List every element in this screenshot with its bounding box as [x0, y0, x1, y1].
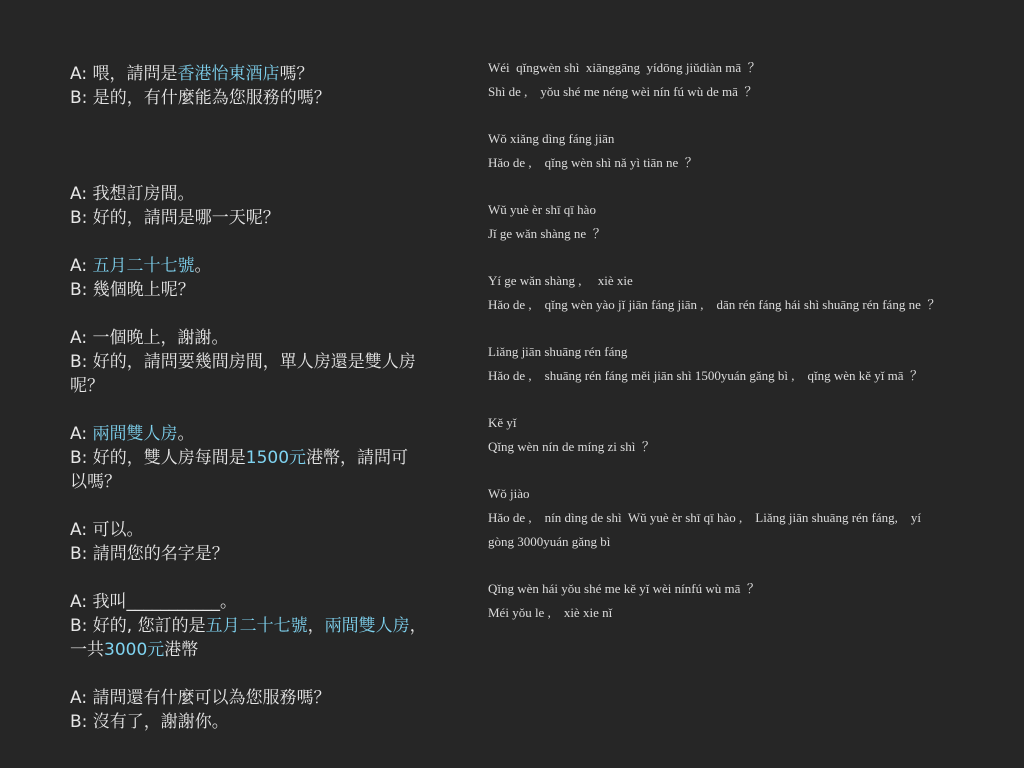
- pinyin-transcription: [488, 56, 1018, 625]
- chinese-dialogue: [70, 62, 480, 734]
- pinyin-line: Kě yǐ: [488, 415, 517, 430]
- pinyin-line: Shì de , yǒu shé me néng wèi nín fú wù de mā ？: [488, 84, 758, 99]
- highlight-room-type: 兩間雙人房: [324, 616, 410, 636]
- dialogue-line: [70, 62, 480, 86]
- dialogue-line: [70, 638, 480, 662]
- speaker-text: 港幣: [164, 640, 199, 660]
- dialogue-line: B: 好的，請問要幾間房間，單人房還是雙人房: [70, 352, 416, 372]
- highlight-price: 3000元: [104, 640, 165, 660]
- speaker-text: 一共: [70, 640, 104, 660]
- dialogue-line: [70, 614, 480, 638]
- pinyin-line: Jǐ ge wǎn shàng ne ？: [488, 226, 606, 241]
- highlight-hotel-name: 香港怡東酒店: [177, 64, 280, 84]
- dialogue-line: [70, 422, 480, 446]
- pinyin-line: Hǎo de , qǐng wèn yào jǐ jiān fáng jiān , dān rén fáng hái shì shuāng rén fáng ne ？: [488, 297, 941, 312]
- speaker-text: B: 好的, 您訂的是: [70, 616, 206, 636]
- speaker-text: B: 好的，雙人房每間是: [70, 448, 246, 468]
- pinyin-line: Liǎng jiān shuāng rén fáng: [488, 344, 628, 359]
- pinyin-line: Wǒ jiào: [488, 486, 530, 501]
- dialogue-line: A: 我想訂房間。: [70, 184, 195, 204]
- dialogue-line: B: 幾個晚上呢？: [70, 280, 195, 300]
- dialogue-line: A: 一個晚上，謝謝。: [70, 328, 229, 348]
- speaker-text: ，: [307, 616, 325, 636]
- speaker-text: A: 喂，請問是: [70, 64, 178, 84]
- pinyin-line: Yí ge wǎn shàng , xiè xie: [488, 273, 633, 288]
- dialogue-line: A: 請問還有什麼可以為您服務嗎？: [70, 688, 331, 708]
- pinyin-line: Qǐng wèn hái yǒu shé me kě yǐ wèi nínfú wù mā ？: [488, 581, 760, 596]
- dialogue-line: 呢？: [70, 376, 104, 396]
- highlight-price: 1500元: [245, 448, 307, 468]
- dialogue-line: A: 我叫___________。: [70, 592, 237, 612]
- pinyin-line: Hǎo de , shuāng rén fáng měi jiān shì 1500yuán gǎng bì , qǐng wèn kě yǐ mā ？: [488, 368, 924, 383]
- highlight-date: 五月二十七號: [205, 616, 308, 636]
- highlight-date: 五月二十七號: [92, 256, 195, 276]
- pinyin-line: Wǔ yuè èr shī qī hào: [488, 202, 596, 217]
- pinyin-line: gòng 3000yuán gǎng bì: [488, 534, 611, 549]
- speaker-text: 。: [194, 256, 212, 276]
- dialogue-line: [70, 446, 480, 470]
- dialogue-line: B: 好的，請問是哪一天呢？: [70, 208, 280, 228]
- pinyin-line: Hǎo de , nín dìng de shì Wǔ yuè èr shī qī hào , Liǎng jiān shuāng rén fáng, yí: [488, 510, 922, 525]
- pinyin-line: Wéi qǐngwèn shì xiānggāng yídōng jiǔdiàn mā ？: [488, 60, 761, 75]
- speaker-text: 港幣，請問可: [306, 448, 409, 468]
- highlight-room-type: 兩間雙人房: [92, 424, 178, 444]
- pinyin-line: Méi yǒu le , xiè xie nǐ: [488, 605, 613, 620]
- speaker-text: ，: [409, 616, 427, 636]
- speaker-text: A:: [70, 256, 93, 276]
- speaker-text: A:: [70, 424, 93, 444]
- speaker-text: 。: [177, 424, 195, 444]
- dialogue-line: B: 請問您的名字是？: [70, 544, 229, 564]
- pinyin-line: Qǐng wèn nín de míng zi shì ？: [488, 439, 655, 454]
- dialogue-line: [70, 254, 480, 278]
- dialogue-line: 以嗎？: [70, 472, 121, 492]
- dialogue-line: B: 沒有了，謝謝你。: [70, 712, 229, 732]
- speaker-text: 嗎？: [279, 64, 314, 84]
- pinyin-line: Wǒ xiǎng dìng fáng jiān: [488, 131, 615, 146]
- dialogue-line: B: 是的，有什麼能為您服務的嗎？: [70, 88, 331, 108]
- pinyin-line: Hǎo de , qǐng wèn shì nǎ yì tiān ne ？: [488, 155, 698, 170]
- dialogue-line: A: 可以。: [70, 520, 144, 540]
